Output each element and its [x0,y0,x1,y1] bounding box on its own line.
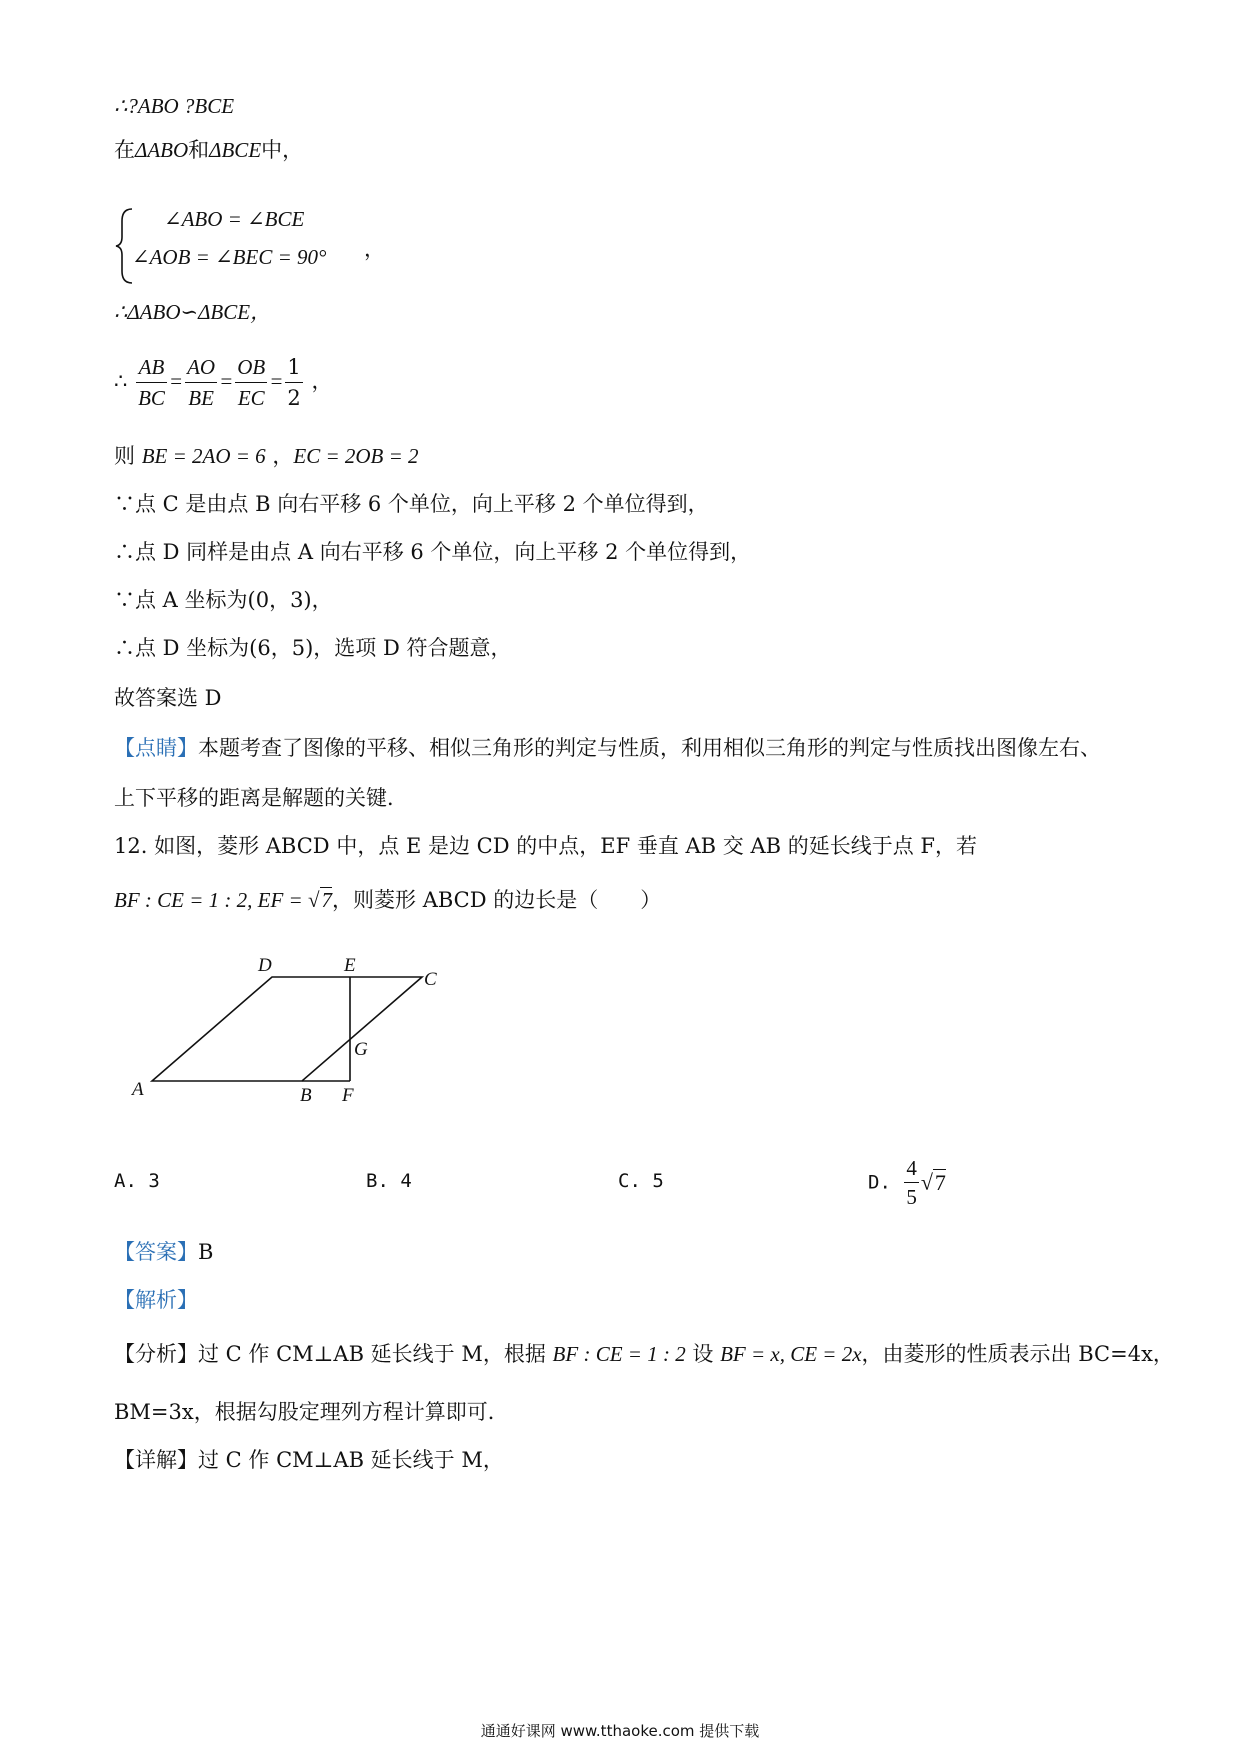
option-d-fraction: $\frac{4}{5}$ [906,1156,917,1209]
line-in-triangles: 在ΔABO和ΔBCE中， [114,138,304,162]
page-footer: 通通好课网 www.tthaoke.com 提供下载 [480,1722,760,1740]
fenxi-line-2: BM=3x，根据勾股定理列方程计算即可． [114,1400,509,1424]
line-dianjing-cont: 上下平移的距离是解题的关键． [114,786,408,810]
answer-value: B [198,1240,214,1264]
option-d: D. $\frac{4}{5}$ √7 [868,1156,946,1209]
fraction-ao-be: $\frac{AO}{BE}$ [185,352,217,413]
triangle-bce: ΔBCE [209,138,262,162]
line-therefore-angles [114,92,234,120]
fenxi-tag: 【分析】 [114,1342,198,1366]
label-a: A [132,1079,144,1100]
label-e: E [344,955,356,976]
line-point-d-coordinate: ∴点 D 坐标为(6，5)，选项 D 符合题意， [114,636,512,660]
question-12-line-2: BF : CE = 1 : 2, EF = √7，则菱形 ABCD 的边长是（ ） [114,888,662,912]
analysis-line [114,1286,198,1314]
equation-system: ∠ABO = ∠BCE ∠AOB = ∠BEC = 90° ， [114,205,414,283]
angle-equality-text: ∴?ABO ?BCE [114,94,235,118]
label-b: B [300,1085,312,1106]
system-eq-1: ∠ABO = ∠BCE [164,207,305,231]
option-b: B. 4 [366,1170,412,1192]
answer-tag: 【答案】 [114,1240,198,1264]
line-ratio-equation: ∴ $\frac{AB}{BC}$ = $\frac{AO}{BE}$ = $\frac{OB}{EC}$ = $\frac{1}{2}$ ， [114,352,332,413]
line-similar-triangles: ∴ΔABO∽ΔBCE， [114,300,272,324]
system-eq-2: ∠AOB = ∠BEC = 90° [132,245,327,269]
analysis-tag: 【解析】 [114,1288,198,1312]
label-c: C [424,969,437,990]
question-12-line-1: 12. 如图，菱形 ABCD 中，点 E 是边 CD 的中点，EF 垂直 AB 交 AB 的延长线于点 F，若 [114,834,977,858]
fenxi-line-1: 【分析】过 C 作 CM⊥AB 延长线于 M，根据 BF : CE = 1 : 2 设 BF = x, CE = 2x，由菱形的性质表示出 BC=4x， [114,1342,1174,1366]
line-point-a-coordinate: ∵点 A 坐标为(0，3)， [114,588,333,612]
xiangjie-tag: 【详解】 [114,1448,198,1472]
fraction-one-half: $\frac{1}{2}$ [285,352,302,413]
rhombus-figure [128,955,468,1125]
triangle-abo: ΔABO [135,138,189,162]
label-d: D [258,955,272,976]
answer-line [114,1238,213,1266]
line-dianjing: 【点睛】本题考查了图像的平移、相似三角形的判定与性质，利用相似三角形的判定与性质找出图像左右、 [114,736,1101,760]
option-a: A. 3 [114,1170,160,1192]
dianjing-tag: 【点睛】 [114,736,198,760]
fraction-ob-ec: $\frac{OB}{EC}$ [235,352,267,413]
line-point-c-translation: ∵点 C 是由点 B 向右平移 6 个单位，向上平移 2 个单位得到， [114,492,709,516]
label-f: F [342,1085,354,1106]
line-point-d-translation: ∴点 D 同样是由点 A 向右平移 6 个单位，向上平移 2 个单位得到， [114,540,752,564]
rhombus-diagram [128,955,468,1125]
fraction-ab-bc: $\frac{AB}{BC}$ [136,352,167,413]
line-be-ec: 则 BE = 2AO = 6 ，EC = 2OB = 2 [114,444,419,468]
option-c: C. 5 [618,1170,664,1192]
label-g: G [354,1039,368,1060]
line-answer-choice: 故答案选 D [114,686,222,710]
xiangjie-line: 【详解】过 C 作 CM⊥AB 延长线于 M， [114,1448,504,1472]
